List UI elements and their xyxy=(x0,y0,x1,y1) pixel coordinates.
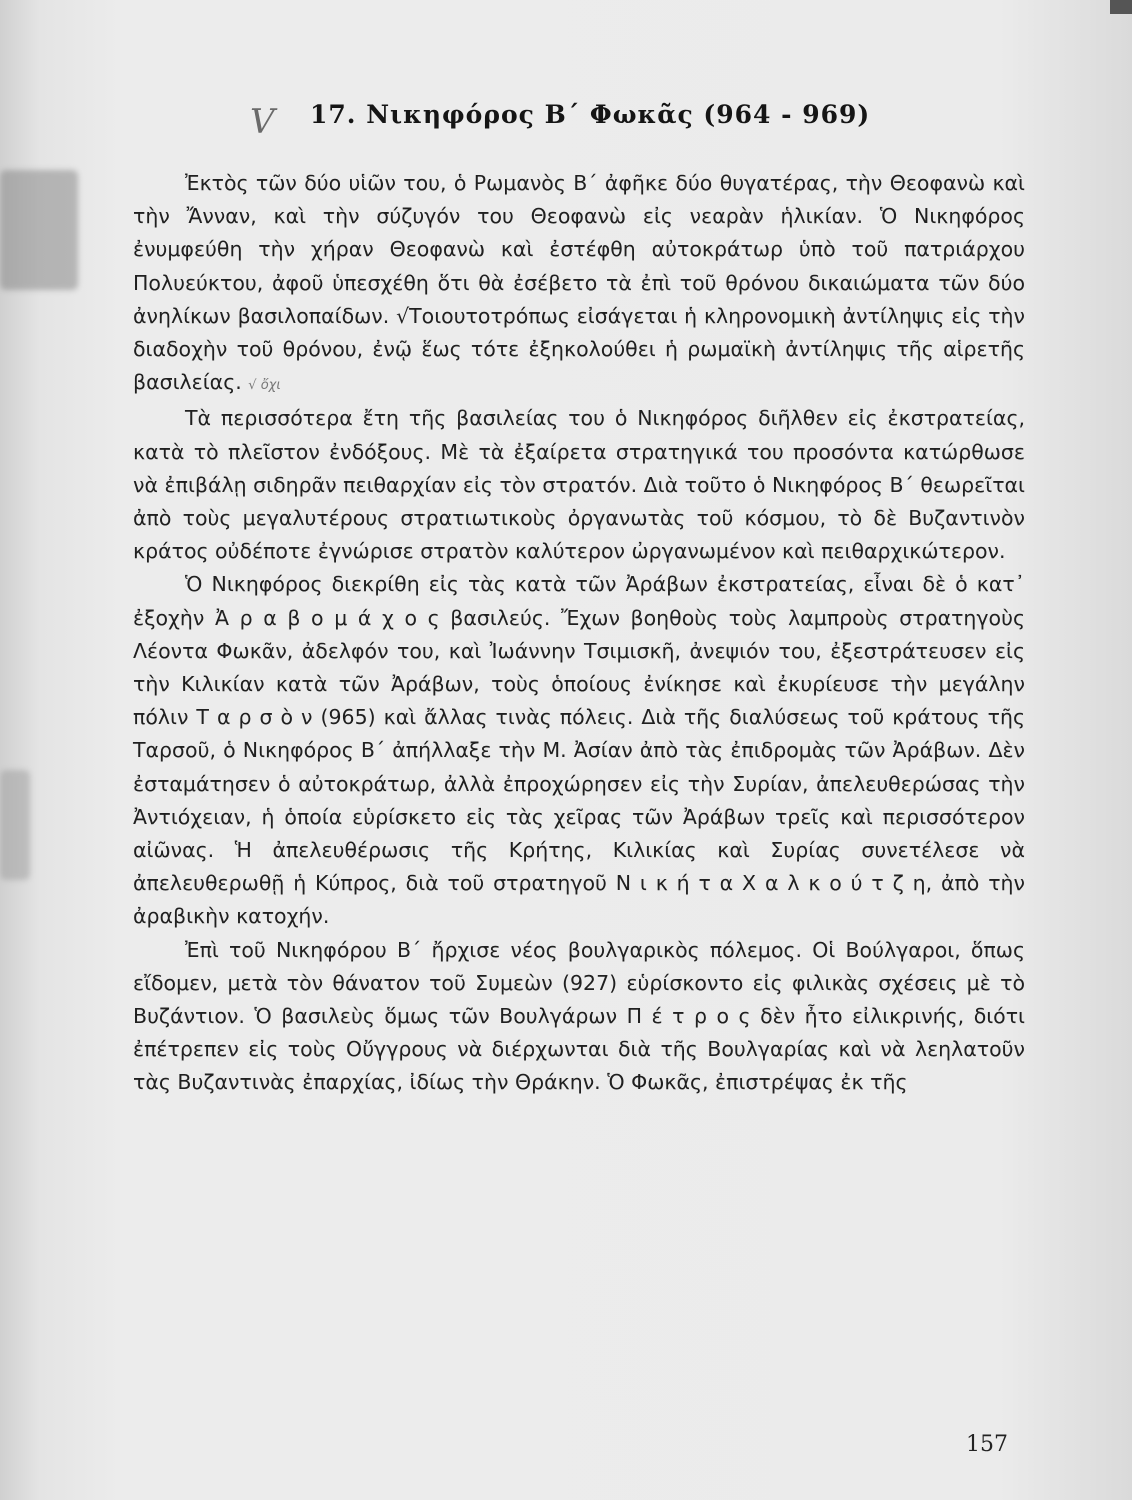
paragraph-text: Ἐκτὸς τῶν δύο υἱῶν του, ὁ Ρωμανὸς Β΄ ἀφῆκε δύο θυγατέρας, τὴν Θεοφανὼ καὶ τὴν Ἄνναν, καὶ τὴν σύζυγόν του Θεοφανὼ εἰς νεαρὰν ἡλικίαν. Ὁ Νικηφόρος ἐνυμφεύθη τὴν χήραν Θεοφανὼ καὶ ἐστέφθη αὐτοκράτωρ ὑπὸ τοῦ πατριάρχου Πολυεύκτου, ἀφοῦ ὑπεσχέθη ὅτι θὰ ἐσέβετο τὰ ἐπὶ τοῦ θρόνου δικαιώματα τῶν δύο ἀνηλίκων βασιλοπαίδων. √Τοιουτοτρόπως εἰσάγεται ἡ κληρονομικὴ ἀντίληψις εἰς τὴν διαδοχὴν τοῦ θρόνου, ἐνῷ ἕως τότε ἐξηκολούθει ἡ ρωμαϊκὴ ἀντίληψις τῆς αἱρετῆς βασιλείας. xyxy=(133,171,1025,395)
scan-shadow xyxy=(0,170,78,290)
page-number: 157 xyxy=(966,1432,1008,1457)
scan-shadow xyxy=(0,770,30,880)
chapter-heading xyxy=(250,100,950,152)
paragraph-text: Ὁ Νικηφόρος διεκρίθη εἰς τὰς κατὰ τῶν Ἀράβων ἐκστρατείας, εἶναι δὲ ὁ κατ᾽ ἐξοχὴν Ἀ ρ α β ο μ ά χ ο ς βασιλεύς. Ἔχων βοηθοὺς τοὺς λαμπροὺς στρατηγοὺς Λέοντα Φωκᾶν, ἀδελφόν του, καὶ Ἰωάννην Τσιμισκῆ, ἀνεψιόν του, ἐξεστράτευσεν εἰς τὴν Κιλικίαν κατὰ τῶν Ἀράβων, τοὺς ὁποίους ἐνίκησε καὶ ἐκυρίευσε τὴν μεγάλην πόλιν Τ α ρ σ ὸ ν (965) καὶ ἄλλας τινὰς πόλεις. Διὰ τῆς διαλύσεως τοῦ κράτους τῆς Ταρσοῦ, ὁ Νικηφόρος Β΄ ἀπήλλαξε τὴν Μ. Ἀσίαν ἀπὸ τὰς ἐπιδρομὰς τῶν Ἀράβων. Δὲν ἐσταμάτησεν ὁ αὐτοκράτωρ, ἀλλὰ ἐπροχώρησεν εἰς τὴν Συρίαν, ἀπελευθερώσας τὴν Ἀντιόχειαν, ἡ ὁποία εὑρίσκετο εἰς τὰς χεῖρας τῶν Ἀράβων τρεῖς καὶ περισσότερον αἰῶνας. Ἡ ἀπελευθέρωσις τῆς Κρήτης, Κιλικίας καὶ Συρίας συνετέλεσε νὰ ἀπελευθερωθῇ ἡ Κύπρος, διὰ τοῦ στρατηγοῦ Ν ι κ ή τ α Χ α λ κ ο ύ τ ζ η, ἀπὸ τὴν ἀραβικὴν κατοχήν. xyxy=(133,572,1025,929)
handwritten-check-mark: V xyxy=(250,102,275,142)
paragraph xyxy=(133,402,1025,568)
body-text xyxy=(133,167,1025,1100)
chapter-title: 17. Νικηφόρος Β΄ Φωκᾶς (964 - 969) xyxy=(310,100,871,129)
handwritten-margin-note: √ ὄχι xyxy=(248,378,281,394)
paragraph xyxy=(133,934,1025,1100)
paragraph-text: Ἐπὶ τοῦ Νικηφόρου Β΄ ἤρχισε νέος βουλγαρικὸς πόλεμος. Οἱ Βούλγαροι, ὅπως εἴδομεν, μετὰ τὸν θάνατον τοῦ Συμεὼν (927) εὑρίσκοντο εἰς φιλικὰς σχέσεις μὲ τὸ Βυζάντιον. Ὁ βασιλεὺς ὅμως τῶν Βουλγάρων Π έ τ ρ ο ς δὲν ἦτο εἰλικρινής, διότι ἐπέτρεπεν εἰς τοὺς Οὔγγρους νὰ διέρχωνται διὰ τῆς Βουλγαρίας καὶ νὰ λεηλατοῦν τὰς Βυζαντινὰς ἐπαρχίας, ἰδίως τὴν Θράκην. Ὁ Φωκᾶς, ἐπιστρέψας ἐκ τῆς xyxy=(133,937,1025,1095)
paragraph xyxy=(133,568,1025,933)
paragraph-text: Τὰ περισσότερα ἔτη τῆς βασιλείας του ὁ Νικηφόρος διῆλθεν εἰς ἐκστρατείας, κατὰ τὸ πλεῖστον ἐνδόξους. Μὲ τὰ ἐξαίρετα στρατηγικά του προσόντα κατώρθωσε νὰ ἐπιβάλῃ σιδηρᾶν πειθαρχίαν εἰς τὸν στρατόν. Διὰ τοῦτο ὁ Νικηφόρος Β΄ θεωρεῖται ἀπὸ τοὺς μεγαλυτέρους στρατιωτικοὺς ὀργανωτὰς τοῦ κόσμου, τὸ δὲ Βυζαντινὸν κράτος οὐδέποτε ἐγνώρισε στρατὸν καλύτερον ὠργανωμένον καὶ πειθαρχικώτερον. xyxy=(133,406,1025,564)
paragraph xyxy=(133,167,1025,402)
scan-corner-mark xyxy=(1110,0,1132,14)
